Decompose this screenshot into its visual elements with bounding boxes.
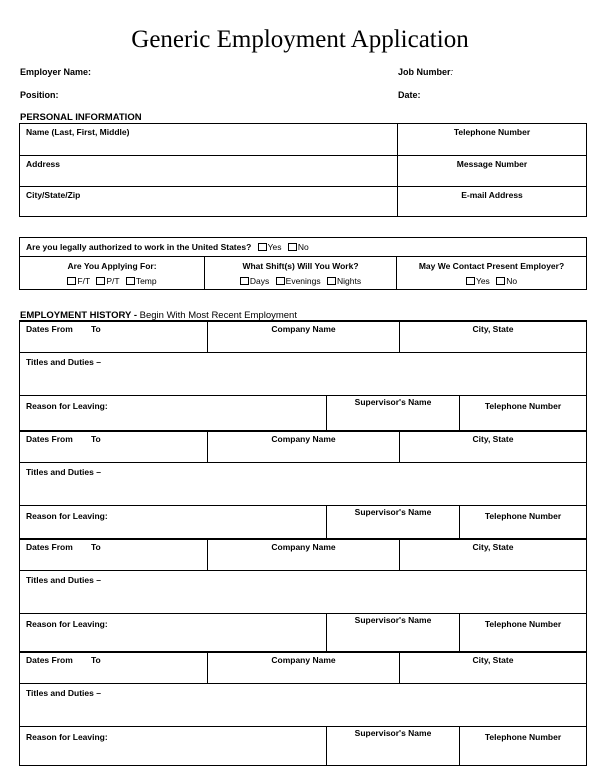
evenings-checkbox[interactable]	[276, 277, 285, 285]
shifts-label: What Shift(s) Will You Work?	[242, 261, 359, 271]
contact-employer-label: May We Contact Present Employer?	[418, 261, 565, 271]
titles-duties-label: Titles and Duties –	[26, 467, 101, 477]
email-field-label: E-mail Address	[461, 190, 523, 200]
supervisor-name-label: Supervisor's Name	[354, 615, 432, 625]
company-name-label: Company Name	[271, 542, 336, 552]
company-name-label: Company Name	[271, 655, 336, 665]
employment-history-subheading: Begin With Most Recent Employment	[139, 310, 297, 321]
message-field-label: Message Number	[456, 159, 528, 169]
pt-checkbox[interactable]	[96, 277, 105, 285]
employment-entry	[19, 320, 587, 431]
employer-telephone-label: Telephone Number	[484, 732, 562, 742]
position-label: Position:	[20, 90, 59, 100]
city-state-label: City, State	[472, 324, 514, 334]
company-name-label: Company Name	[271, 324, 336, 334]
reason-leaving-label: Reason for Leaving:	[26, 619, 108, 629]
temp-option[interactable]: Temp	[126, 276, 157, 286]
divider	[20, 570, 586, 571]
ft-option[interactable]: F/T	[67, 276, 90, 286]
city-field-label: City/State/Zip	[26, 190, 81, 200]
nights-checkbox[interactable]	[327, 277, 336, 285]
address-field-label: Address	[26, 159, 61, 169]
divider	[459, 505, 460, 538]
dates-to-label: To	[91, 542, 101, 552]
dates-to-label: To	[91, 324, 101, 334]
pt-option[interactable]: P/T	[96, 276, 119, 286]
city-state-label: City, State	[472, 542, 514, 552]
work-authorization-question: Are you legally authorized to work in the United States?	[26, 242, 252, 252]
titles-duties-label: Titles and Duties –	[26, 357, 101, 367]
auth-no-checkbox[interactable]	[288, 243, 297, 251]
divider	[20, 186, 586, 187]
supervisor-name-label: Supervisor's Name	[354, 507, 432, 517]
divider	[20, 683, 586, 684]
personal-info-table	[19, 123, 587, 217]
contact-yes-checkbox[interactable]	[466, 277, 475, 285]
temp-checkbox[interactable]	[126, 277, 135, 285]
dates-from-label: Dates From	[26, 434, 73, 444]
employment-entry	[19, 538, 587, 652]
employment-history-heading: EMPLOYMENT HISTORY - Begin With Most Recent Employment	[20, 310, 297, 321]
divider	[20, 256, 586, 257]
evenings-option[interactable]: Evenings	[276, 276, 321, 286]
employment-entry	[19, 430, 587, 539]
work-authorization-row	[26, 242, 309, 252]
city-state-label: City, State	[472, 434, 514, 444]
contact-employer-options	[397, 276, 586, 286]
auth-yes-checkbox[interactable]	[258, 243, 267, 251]
divider	[20, 462, 586, 463]
page-title: Generic Employment Application	[131, 26, 469, 53]
auth-yes-option[interactable]: Yes	[258, 242, 282, 252]
supervisor-name-label: Supervisor's Name	[354, 728, 432, 738]
divider	[397, 124, 398, 216]
contact-no-checkbox[interactable]	[496, 277, 505, 285]
personal-info-heading: PERSONAL INFORMATION	[20, 112, 142, 123]
dates-from-label: Dates From	[26, 542, 73, 552]
eligibility-table	[19, 237, 587, 290]
employer-telephone-label: Telephone Number	[484, 511, 562, 521]
auth-no-option[interactable]: No	[288, 242, 309, 252]
reason-leaving-label: Reason for Leaving:	[26, 732, 108, 742]
shifts-options	[205, 276, 396, 286]
reason-leaving-label: Reason for Leaving:	[26, 511, 108, 521]
telephone-field-label: Telephone Number	[453, 127, 531, 137]
divider	[20, 726, 586, 727]
divider	[20, 395, 586, 396]
dates-from-label: Dates From	[26, 655, 73, 665]
contact-no-option[interactable]: No	[496, 276, 517, 286]
company-name-label: Company Name	[271, 434, 336, 444]
name-field-label: Name (Last, First, Middle)	[26, 127, 130, 137]
days-checkbox[interactable]	[240, 277, 249, 285]
titles-duties-label: Titles and Duties –	[26, 575, 101, 585]
employer-name-label: Employer Name:	[20, 67, 92, 77]
divider	[20, 613, 586, 614]
nights-option[interactable]: Nights	[327, 276, 361, 286]
employer-telephone-label: Telephone Number	[484, 619, 562, 629]
employment-entry	[19, 651, 587, 766]
dates-to-label: To	[91, 655, 101, 665]
ft-checkbox[interactable]	[67, 277, 76, 285]
dates-from-label: Dates From	[26, 324, 73, 334]
dates-to-label: To	[91, 434, 101, 444]
divider	[20, 505, 586, 506]
applying-for-label: Are You Applying For:	[67, 261, 157, 271]
titles-duties-label: Titles and Duties –	[26, 688, 101, 698]
days-option[interactable]: Days	[240, 276, 269, 286]
city-state-label: City, State	[472, 655, 514, 665]
employer-telephone-label: Telephone Number	[484, 401, 562, 411]
applying-for-options	[20, 276, 204, 286]
date-label: Date:	[398, 90, 421, 100]
divider	[20, 155, 586, 156]
reason-leaving-label: Reason for Leaving:	[26, 401, 108, 411]
job-number-label: Job Number:	[398, 67, 454, 77]
divider	[20, 352, 586, 353]
contact-yes-option[interactable]: Yes	[466, 276, 490, 286]
supervisor-name-label: Supervisor's Name	[354, 397, 432, 407]
